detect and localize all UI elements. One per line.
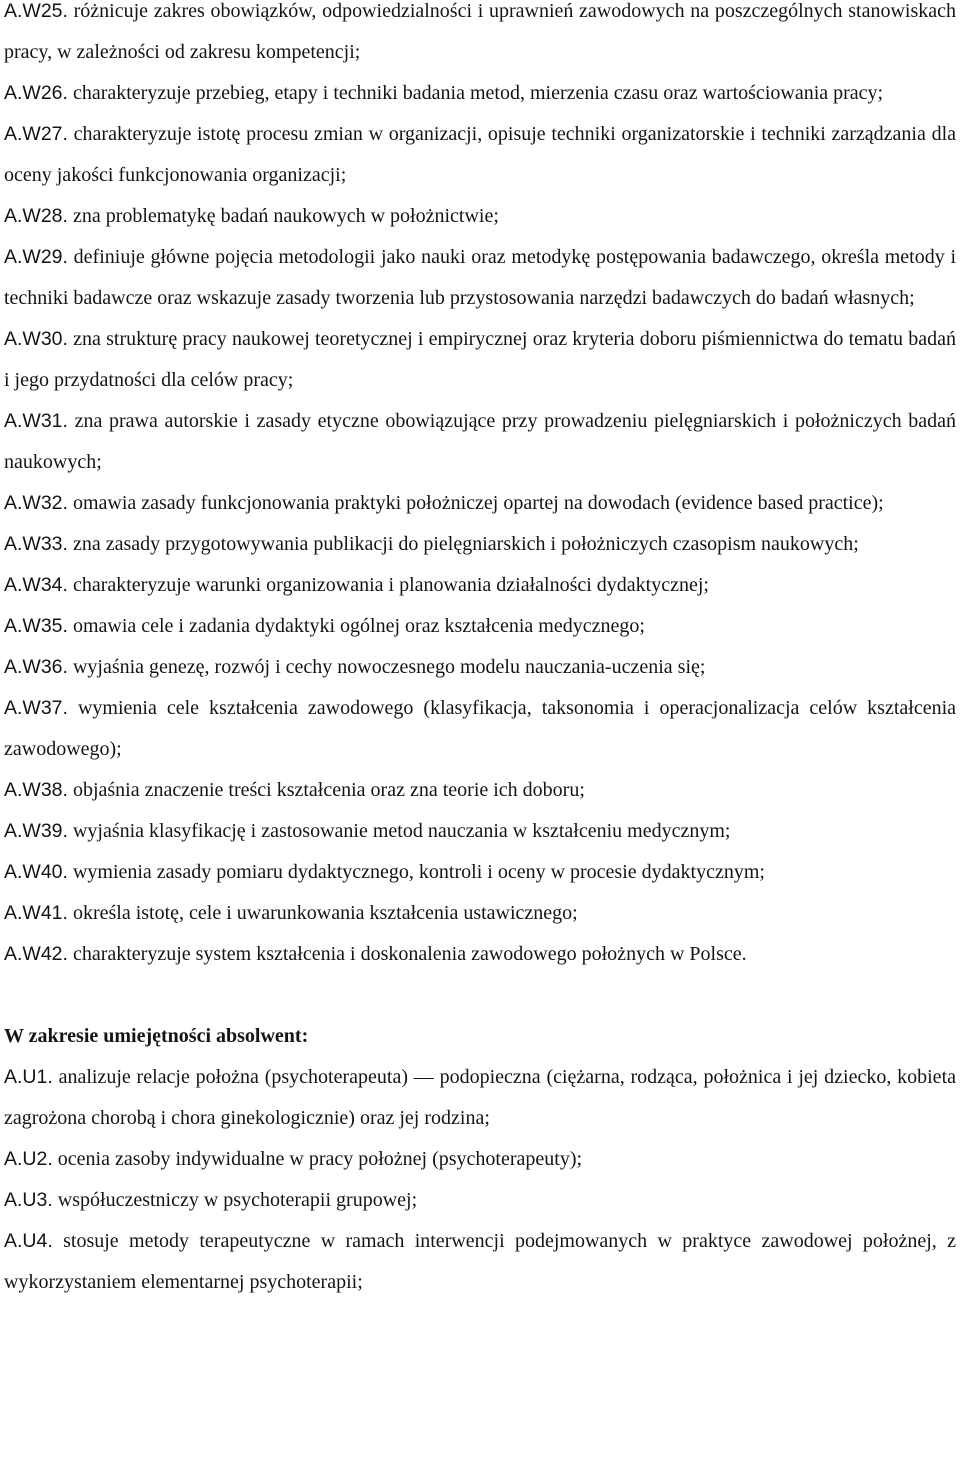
item-code: A.W32. bbox=[4, 492, 68, 514]
item-code: A.W34. bbox=[4, 574, 68, 596]
item-text: wyjaśnia klasyfikację i zastosowanie metod nauczania w kształceniu medycznym; bbox=[72, 820, 731, 842]
item-code: A.W31. bbox=[4, 410, 68, 432]
list-item-aw35 bbox=[4, 606, 956, 647]
list-item-aw33 bbox=[4, 524, 956, 565]
list-item-aw34 bbox=[4, 565, 956, 606]
item-text: charakteryzuje system kształcenia i doskonalenia zawodowego położnych w Polsce. bbox=[72, 943, 747, 965]
list-item-aw26 bbox=[4, 73, 956, 114]
item-text: omawia cele i zadania dydaktyki ogólnej oraz kształcenia medycznego; bbox=[72, 615, 645, 637]
item-text: definiuje główne pojęcia metodologii jako nauki oraz metodykę postępowania badawczego, określa metody i techniki badawcze oraz wskazuje zasady tworzenia lub przystosowania narzędzi badawczych do badań własnych; bbox=[4, 246, 956, 309]
item-code: A.U2. bbox=[4, 1148, 53, 1170]
item-text: wymienia cele kształcenia zawodowego (klasyfikacja, taksonomia i operacjonalizacja celów kształcenia zawodowego); bbox=[4, 697, 957, 760]
item-text: zna problematykę badań naukowych w położnictwie; bbox=[72, 205, 499, 227]
document-page bbox=[4, 0, 956, 1303]
item-text: ocenia zasoby indywidualne w pracy położnej (psychoterapeuty); bbox=[57, 1148, 583, 1170]
item-code: A.U3. bbox=[4, 1189, 53, 1211]
item-text: charakteryzuje przebieg, etapy i techniki badania metod, mierzenia czasu oraz wartościowania pracy; bbox=[72, 82, 884, 104]
item-code: A.W38. bbox=[4, 779, 68, 801]
item-text: zna zasady przygotowywania publikacji do pielęgniarskich i położniczych czasopism naukowych; bbox=[72, 533, 859, 555]
item-code: A.W41. bbox=[4, 902, 68, 924]
item-code: A.W40. bbox=[4, 861, 68, 883]
item-code: A.W37. bbox=[4, 697, 68, 719]
item-text: charakteryzuje istotę procesu zmian w organizacji, opisuje techniki organizatorskie i techniki zarządzania dla oceny jakości funkcjonowania organizacji; bbox=[4, 123, 957, 186]
list-item-aw36 bbox=[4, 647, 956, 688]
item-code: A.W26. bbox=[4, 82, 68, 104]
item-code: A.W35. bbox=[4, 615, 68, 637]
item-text: wyjaśnia genezę, rozwój i cechy nowoczesnego modelu nauczania-uczenia się; bbox=[72, 656, 706, 678]
item-text: stosuje metody terapeutyczne w ramach interwencji podejmowanych w praktyce zawodowej położnej, z wykorzystaniem elementarnej psychoterapii; bbox=[4, 1230, 956, 1293]
item-text: różnicuje zakres obowiązków, odpowiedzialności i uprawnień zawodowych na poszczególnych stanowiskach pracy, w zależności od zakresu kompetencji; bbox=[4, 0, 956, 63]
item-text: zna prawa autorskie i zasady etyczne obowiązujące przy prowadzeniu pielęgniarskich i położniczych badań naukowych; bbox=[4, 410, 957, 473]
list-item-aw38 bbox=[4, 770, 956, 811]
item-text: charakteryzuje warunki organizowania i planowania działalności dydaktycznej; bbox=[72, 574, 709, 596]
list-item-aw40 bbox=[4, 852, 956, 893]
list-item-aw37 bbox=[4, 688, 956, 770]
list-item-aw41 bbox=[4, 893, 956, 934]
item-code: A.W30. bbox=[4, 328, 68, 350]
section-spacer bbox=[4, 975, 956, 1016]
item-text: określa istotę, cele i uwarunkowania kształcenia ustawicznego; bbox=[72, 902, 578, 924]
item-code: A.W28. bbox=[4, 205, 68, 227]
item-text: objaśnia znaczenie treści kształcenia oraz zna teorie ich doboru; bbox=[72, 779, 585, 801]
item-code: A.U4. bbox=[4, 1230, 53, 1252]
list-item-au2 bbox=[4, 1139, 956, 1180]
item-code: A.U1. bbox=[4, 1066, 53, 1088]
item-code: A.W42. bbox=[4, 943, 68, 965]
list-item-aw32 bbox=[4, 483, 956, 524]
section-heading-skills: W zakresie umiejętności absolwent: bbox=[4, 1025, 309, 1047]
list-item-aw25 bbox=[4, 0, 956, 73]
list-item-aw39 bbox=[4, 811, 956, 852]
list-item-aw28 bbox=[4, 196, 956, 237]
list-item-au1 bbox=[4, 1057, 956, 1139]
list-item-au4 bbox=[4, 1221, 956, 1303]
list-item-aw27 bbox=[4, 114, 956, 196]
item-text: omawia zasady funkcjonowania praktyki położniczej opartej na dowodach (evidence based practice); bbox=[72, 492, 884, 514]
item-code: A.W25. bbox=[4, 0, 68, 22]
item-code: A.W39. bbox=[4, 820, 68, 842]
item-code: A.W33. bbox=[4, 533, 68, 555]
item-code: A.W29. bbox=[4, 246, 68, 268]
item-text: analizuje relacje położna (psychoterapeuta) — podopieczna (ciężarna, rodząca, położnica i jej dziecko, kobieta zagrożona chorobą i chora ginekologicznie) oraz jej rodzina; bbox=[4, 1066, 956, 1129]
item-text: wymienia zasady pomiaru dydaktycznego, kontroli i oceny w procesie dydaktycznym; bbox=[72, 861, 765, 883]
list-item-aw42 bbox=[4, 934, 956, 975]
list-item-au3 bbox=[4, 1180, 956, 1221]
item-code: A.W36. bbox=[4, 656, 68, 678]
item-text: współuczestniczy w psychoterapii grupowej; bbox=[57, 1189, 418, 1211]
list-item-aw31 bbox=[4, 401, 956, 483]
item-text: zna strukturę pracy naukowej teoretycznej i empirycznej oraz kryteria doboru piśmiennictwa do tematu badań i jego przydatności dla celów pracy; bbox=[4, 328, 956, 391]
list-item-aw30 bbox=[4, 319, 956, 401]
item-code: A.W27. bbox=[4, 123, 68, 145]
list-item-aw29 bbox=[4, 237, 956, 319]
